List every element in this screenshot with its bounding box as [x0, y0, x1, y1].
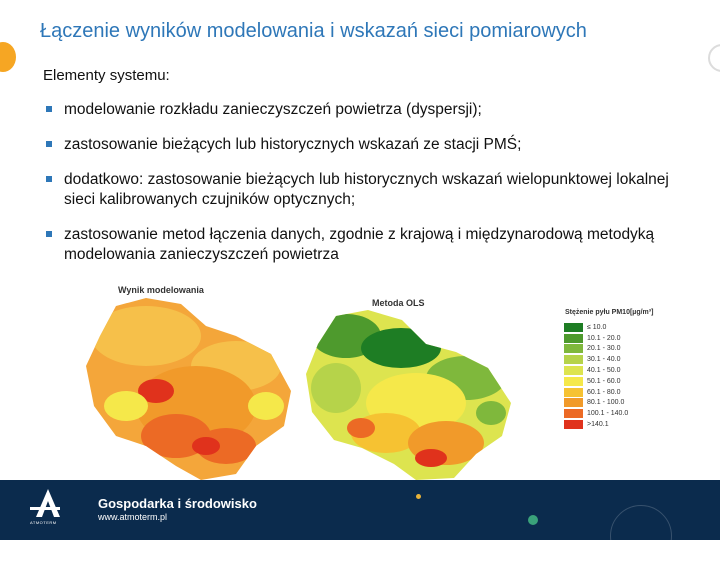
- bullet-marker: [46, 231, 52, 237]
- legend-item: [564, 419, 628, 430]
- legend-label: 60.1 - 80.0: [587, 388, 621, 396]
- bullet-item: [44, 225, 694, 265]
- modelling-map: [86, 296, 304, 480]
- legend-swatch: [564, 398, 583, 407]
- bullet-marker: [46, 176, 52, 182]
- bullet-text: modelowanie rozkładu zanieczyszczeń powietrza (dyspersji);: [64, 101, 482, 118]
- legend-label: 100.1 - 140.0: [587, 410, 629, 418]
- footer-url-link[interactable]: www.atmoterm.pl: [98, 512, 168, 522]
- legend-swatch: [564, 409, 583, 418]
- bullet-item: [44, 100, 694, 120]
- decorative-grey-circle: [708, 44, 720, 72]
- legend-label: 10.1 - 20.0: [587, 334, 621, 342]
- ols-map: [306, 308, 518, 480]
- map-label-modelling: Wynik modelowania: [118, 285, 204, 295]
- bullet-text: dodatkowo: zastosowanie bieżących lub historycznych wskazań wielopunktowej lokalnej sieci kalibrowanych czujników optycznych;: [64, 171, 669, 208]
- legend-swatch: [564, 334, 583, 343]
- decorative-ring: [610, 505, 672, 567]
- slide-subtitle: Elementy systemu:: [43, 67, 170, 84]
- legend-title: Stężenie pyłu PM10[µg/m³]: [565, 309, 654, 316]
- legend-item: [564, 387, 628, 398]
- legend-item: [564, 365, 628, 376]
- footer-brand: Gospodarka i środowisko: [98, 496, 257, 511]
- bullet-list: [44, 100, 694, 280]
- map-legend: [564, 322, 628, 430]
- legend-swatch: [564, 377, 583, 386]
- legend-item: [564, 344, 628, 355]
- legend-item: [564, 333, 628, 344]
- decorative-yellow-dot: [416, 494, 421, 499]
- legend-label: >140.1: [587, 421, 609, 429]
- legend-item: [564, 398, 628, 409]
- legend-swatch: [564, 420, 583, 429]
- decorative-green-dot: [528, 515, 538, 525]
- bullet-item: [44, 135, 694, 155]
- logo-text: ATMOTERM: [30, 520, 57, 525]
- map-label-ols: Metoda OLS: [372, 298, 425, 308]
- legend-label: 40.1 - 50.0: [587, 367, 621, 375]
- legend-label: 50.1 - 60.0: [587, 377, 621, 385]
- bullet-text: zastosowanie metod łączenia danych, zgodnie z krajową i międzynarodową metodyką modelowania zanieczyszczeń powietrza: [64, 226, 655, 263]
- legend-swatch: [564, 355, 583, 364]
- legend-label: 20.1 - 30.0: [587, 345, 621, 353]
- decorative-orange-circle: [0, 42, 16, 72]
- legend-item: [564, 376, 628, 387]
- slide-title: Łączenie wyników modelowania i wskazań sieci pomiarowych: [40, 20, 587, 42]
- legend-label: ≤ 10.0: [587, 323, 607, 331]
- atmoterm-logo-icon: [28, 487, 68, 521]
- legend-label: 30.1 - 40.0: [587, 356, 621, 364]
- legend-item: [564, 322, 628, 333]
- legend-item: [564, 408, 628, 419]
- legend-item: [564, 354, 628, 365]
- legend-label: 80.1 - 100.0: [587, 399, 625, 407]
- bullet-marker: [46, 141, 52, 147]
- bullet-marker: [46, 106, 52, 112]
- bullet-item: [44, 170, 694, 210]
- legend-swatch: [564, 366, 583, 375]
- legend-swatch: [564, 323, 583, 332]
- legend-swatch: [564, 388, 583, 397]
- bullet-text: zastosowanie bieżących lub historycznych wskazań ze stacji PMŚ;: [64, 136, 522, 153]
- legend-swatch: [564, 344, 583, 353]
